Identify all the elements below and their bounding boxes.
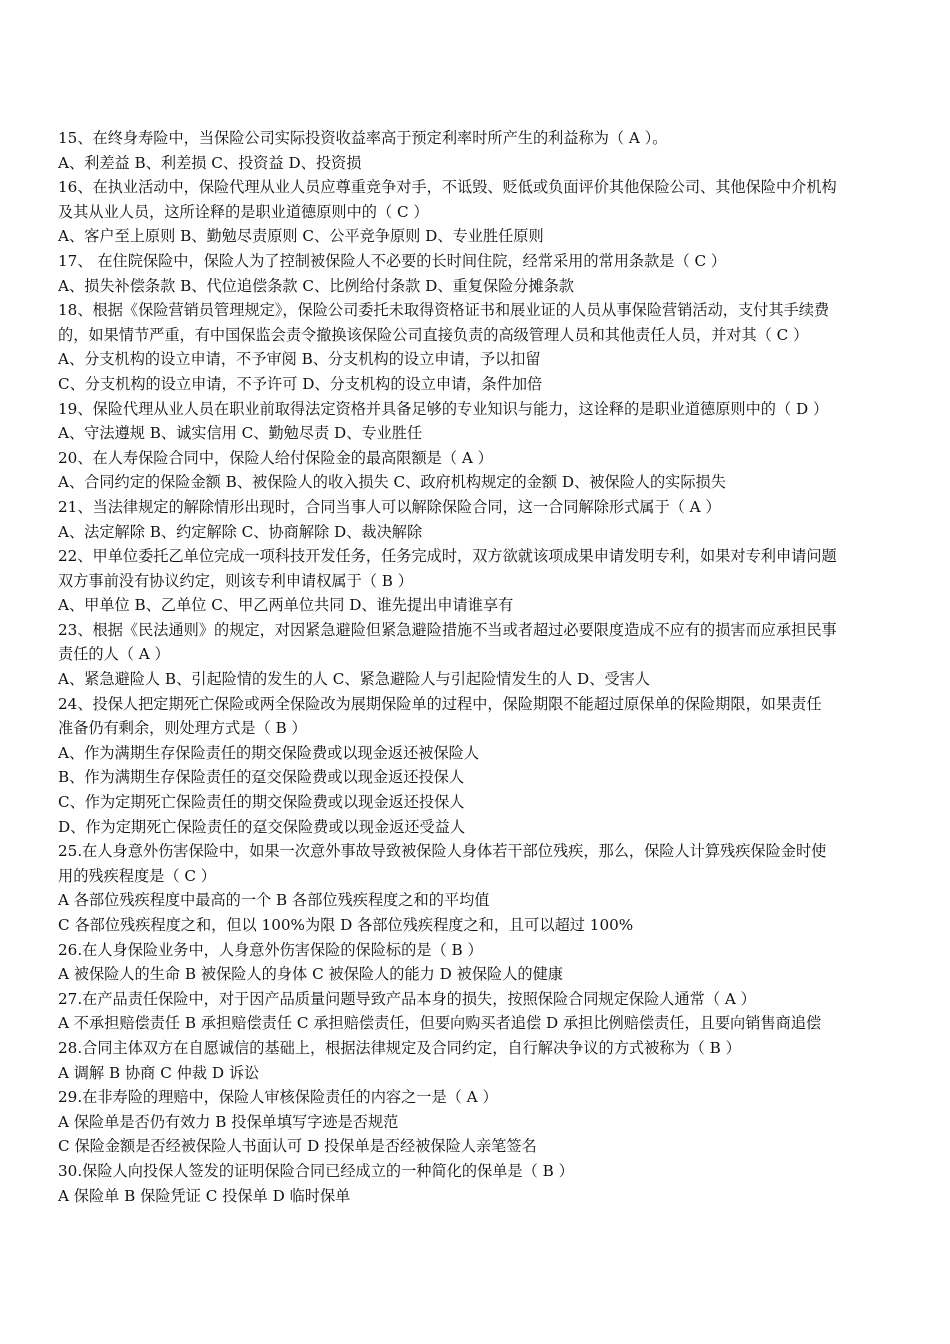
text-line: 18、根据《保险营销员管理规定》，保险公司委托未取得资格证书和展业证的人员从事保险营销活动，支付其手续费 <box>58 301 830 320</box>
text-line: C 保险金额是否经被保险人书面认可 D 投保单是否经被保险人亲笔签名 <box>58 1137 537 1156</box>
text-line: 28.合同主体双方在自愿诚信的基础上，根据法律规定及合同约定，自行解决争议的方式被称为（ B ） <box>58 1038 741 1057</box>
text-line: 25.在人身意外伤害保险中，如果一次意外事故导致被保险人身体若干部位残疾，那么，保险人计算残疾保险金时使 <box>58 842 827 861</box>
text-line: A 保险单是否仍有效力 B 投保单填写字迹是否规范 <box>58 1112 399 1131</box>
text-line: A、合同约定的保险金额 B、被保险人的收入损失 C、政府机构规定的金额 D、被保险人的实际损失 <box>58 473 726 492</box>
text-line: A 不承担赔偿责任 B 承担赔偿责任 C 承担赔偿责任，但要向购买者追偿 D 承担比例赔偿责任，且要向销售商追偿 <box>58 1014 822 1033</box>
text-line: 20、在人寿保险合同中，保险人给付保险金的最高限额是（ A ） <box>58 448 493 467</box>
text-line: A 保险单 B 保险凭证 C 投保单 D 临时保单 <box>58 1186 351 1205</box>
text-line: 的，如果情节严重，有中国保监会责令撤换该保险公司直接负责的高级管理人员和其他责任人员，并对其（ C ） <box>58 325 809 344</box>
text-line: A、法定解除 B、约定解除 C、协商解除 D、裁决解除 <box>58 522 423 541</box>
text-line: 准备仍有剩余，则处理方式是（ B ） <box>58 719 307 738</box>
text-line: 29.在非寿险的理赔中，保险人审核保险责任的内容之一是（ A ） <box>58 1088 498 1107</box>
text-line: 26.在人身保险业务中，人身意外伤害保险的保险标的是（ B ） <box>58 940 483 959</box>
text-line: D、作为定期死亡保险责任的趸交保险费或以现金返还受益人 <box>58 817 466 836</box>
text-line: 16、在执业活动中，保险代理从业人员应尊重竞争对手，不诋毁、贬低或负面评价其他保险公司、其他保险中介机构 <box>58 178 837 197</box>
text-line: A、客户至上原则 B、勤勉尽责原则 C、公平竞争原则 D、专业胜任原则 <box>58 227 544 246</box>
text-line: 27.在产品责任保险中，对于因产品质量问题导致产品本身的损失，按照保险合同规定保险人通常（ A ） <box>58 989 756 1008</box>
text-line: 19、保险代理从业人员在职业前取得法定资格并具备足够的专业知识与能力，这诠释的是职业道德原则中的（ D ） <box>58 399 829 418</box>
text-line: A 调解 B 协商 C 仲裁 D 诉讼 <box>58 1063 260 1082</box>
text-line: A、作为满期生存保险责任的期交保险费或以现金返还被保险人 <box>58 743 480 762</box>
text-line: 15、在终身寿险中，当保险公司实际投资收益率高于预定利率时所产生的利益称为（ A ）。 <box>58 129 668 147</box>
text-line: B、作为满期生存保险责任的趸交保险费或以现金返还投保人 <box>58 768 465 787</box>
text-line: A、甲单位 B、乙单位 C、甲乙两单位共同 D、谁先提出申请谁享有 <box>58 596 514 615</box>
text-line: 21、当法律规定的解除情形出现时，合同当事人可以解除保险合同，这一合同解除形式属于（ A ） <box>58 497 721 516</box>
document-page <box>58 126 898 1208</box>
text-line: 及其从业人员，这所诠释的是职业道德原则中的（ C ） <box>58 202 429 221</box>
text-line: 24、投保人把定期死亡保险或两全保险改为展期保险单的过程中，保险期限不能超过原保单的保险期限，如果责任 <box>58 694 822 713</box>
text-line: 30.保险人向投保人签发的证明保险合同已经成立的一种简化的保单是（ B ） <box>58 1161 574 1180</box>
text-line: A、损失补偿条款 B、代位追偿条款 C、比例给付条款 D、重复保险分摊条款 <box>58 276 575 295</box>
text-line: 责任的人（ A ） <box>58 645 170 664</box>
text-line: C 各部位残疾程度之和，但以 100%为限 D 各部位残疾程度之和，且可以超过 100% <box>58 916 634 934</box>
text-line: 双方事前没有协议约定，则该专利申请权属于（ B ） <box>58 571 413 590</box>
text-line: A、紧急避险人 B、引起险情的发生的人 C、紧急避险人与引起险情发生的人 D、受害人 <box>58 670 650 689</box>
text-line: 17、 在住院保险中，保险人为了控制被保险人不必要的长时间住院，经常采用的常用条款是（ C ） <box>58 251 727 270</box>
text-line: A、利差益 B、利差损 C、投资益 D、投资损 <box>58 153 362 172</box>
text-line: A 各部位残疾程度中最高的一个 B 各部位残疾程度之和的平均值 <box>58 891 490 910</box>
text-line: 23、根据《民法通则》的规定，对因紧急避险但紧急避险措施不当或者超过必要限度造成不应有的损害而应承担民事 <box>58 620 837 639</box>
text-line: A、守法遵规 B、诚实信用 C、勤勉尽责 D、专业胜任 <box>58 424 423 443</box>
text-line: 22、甲单位委托乙单位完成一项科技开发任务，任务完成时，双方欲就该项成果申请发明专利，如果对专利申请问题 <box>58 547 837 566</box>
text-line: 用的残疾程度是（ C ） <box>58 866 216 885</box>
text-line: A 被保险人的生命 B 被保险人的身体 C 被保险人的能力 D 被保险人的健康 <box>58 965 563 984</box>
text-line: C、作为定期死亡保险责任的期交保险费或以现金返还投保人 <box>58 793 465 812</box>
text-line: C、分支机构的设立申请，不予许可 D、分支机构的设立申请，条件加倍 <box>58 374 543 393</box>
text-line: A、分支机构的设立申请，不予审阅 B、分支机构的设立申请，予以扣留 <box>58 350 541 369</box>
